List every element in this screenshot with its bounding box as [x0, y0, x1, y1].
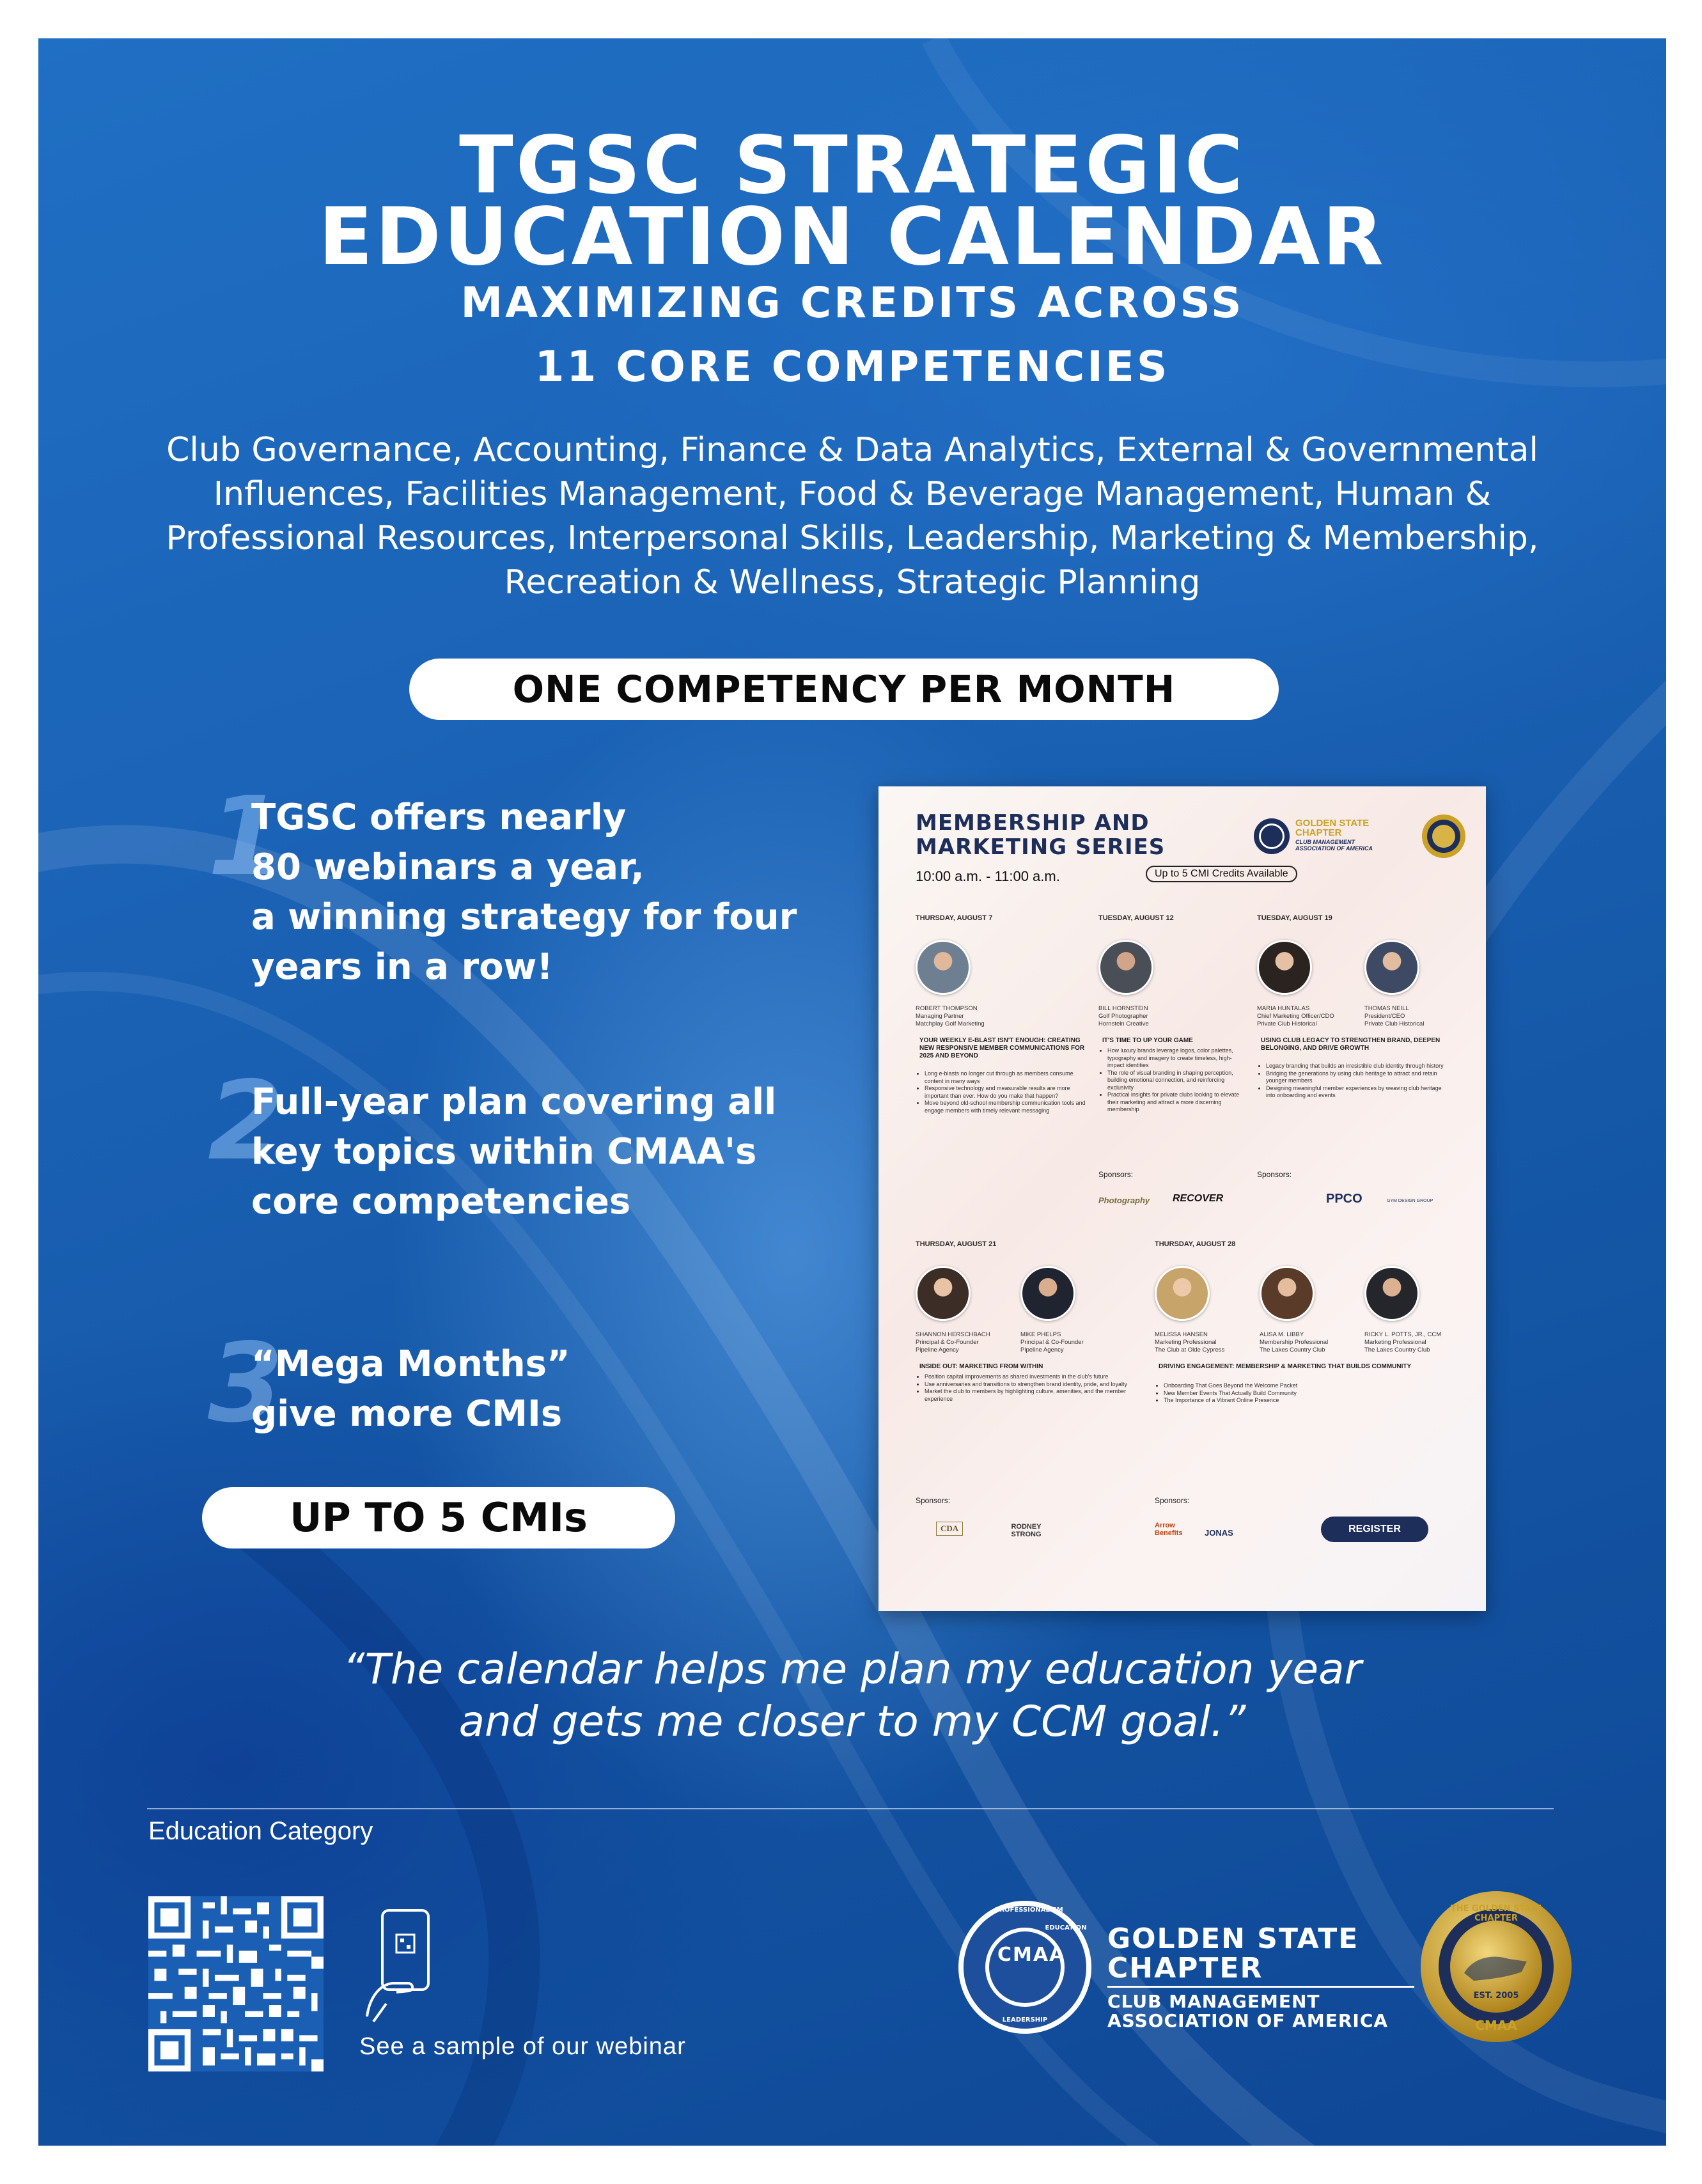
point-3-text [251, 1339, 570, 1439]
speaker-org: Matchplay Golf Marketing [916, 1020, 985, 1027]
speaker-name: SHANNON HERSCHBACH [916, 1331, 990, 1338]
sponsors-label: Sponsors: [1257, 1170, 1292, 1179]
session-bullets [1101, 1047, 1243, 1114]
poster-background [38, 38, 1666, 2146]
session-bullets [1260, 1063, 1451, 1100]
cmaa-seal-logo [956, 1899, 1093, 2036]
speaker-title: Principal & Co-Founder [916, 1339, 979, 1346]
phone-scan-icon [361, 1908, 444, 2023]
quote-line: and gets me closer to my CCM goal.” [458, 1697, 1246, 1746]
session-heading: YOUR WEEKLY E-BLAST ISN'T ENOUGH: CREATING NEW RESPONSIVE MEMBER COMMUNICATIONS FOR 2025 AND BEYOND [919, 1037, 1085, 1059]
session-date: THURSDAY, AUGUST 21 [916, 1240, 997, 1248]
speaker-org: The Club at Olde Cypress [1155, 1346, 1225, 1353]
seal-ring-word: LEADERSHIP [1002, 2016, 1048, 2024]
session-bullet: • The role of visual branding in shaping perception, building emotional connection, and reinforcing exclusivity [1107, 1070, 1243, 1092]
one-competency-badge: ONE COMPETENCY PER MONTH [409, 659, 1279, 720]
speaker-org: Pipeline Agency [1020, 1346, 1064, 1353]
sponsor-logo: RECOVER [1173, 1193, 1224, 1204]
session-bullets [918, 1070, 1092, 1114]
speaker-info [1260, 1331, 1328, 1354]
speaker-org: Private Club Historical [1257, 1020, 1317, 1027]
speaker-info [1364, 1005, 1424, 1028]
speaker-title: Golf Photographer [1098, 1013, 1148, 1020]
speaker-name: MARIA HUNTALAS [1257, 1005, 1310, 1012]
competencies-line: Club Governance, Accounting, Finance & Data Analytics, External & Governmental [166, 431, 1538, 469]
point-line: core competencies [251, 1181, 631, 1222]
point-line: “Mega Months” [251, 1343, 570, 1385]
session-date: THURSDAY, AUGUST 7 [916, 914, 993, 922]
competencies-line: Professional Resources, Interpersonal Skills, Leadership, Marketing & Membership, [166, 519, 1539, 558]
speaker-info [1098, 1005, 1149, 1028]
sponsors-label: Sponsors: [1098, 1170, 1134, 1179]
sponsor-logo: Arrow Benefits [1155, 1522, 1183, 1537]
point-line: a winning strategy for four [251, 896, 797, 938]
flyer-credits-pill: Up to 5 CMI Credits Available [1146, 866, 1297, 882]
session-bullet: • Onboarding That Goes Beyond the Welcome Packet [1164, 1382, 1432, 1390]
speaker-avatar [1155, 1266, 1210, 1321]
competencies-list [38, 428, 1666, 605]
session-bullet: • Practical insights for private clubs looking to elevate their marketing and attract a more discerning membership [1107, 1091, 1243, 1114]
session-bullet: • Position capital improvements as shared investments in the club's future [925, 1373, 1129, 1381]
point-line: years in a row! [251, 946, 553, 988]
speaker-org: Pipeline Agency [916, 1346, 959, 1353]
sponsor-logo: RODNEY STRONG [1011, 1523, 1042, 1538]
subtitle-line-1: MAXIMIZING CREDITS ACROSS [460, 278, 1244, 327]
speaker-info [1364, 1331, 1441, 1354]
flyer-org-line: GOLDEN STATE [1295, 818, 1370, 829]
flyer-title [916, 811, 1165, 859]
session-bullet: • Legacy branding that builds an irresistible club identity through history [1266, 1063, 1451, 1070]
flyer-cmaa-seal-icon [1253, 817, 1291, 855]
speaker-avatar [1257, 940, 1312, 995]
sponsor-logo: JONAS [1205, 1528, 1233, 1538]
footer-divider [147, 1808, 1554, 1809]
point-line: key topics within CMAA's [251, 1131, 757, 1173]
session-bullet: • The Importance of a Vibrant Online Presence [1164, 1397, 1432, 1405]
sample-flyer [878, 786, 1486, 1611]
quote-line: “The calendar helps me plan my education year [343, 1644, 1362, 1694]
speaker-title: Managing Partner [916, 1013, 964, 1020]
speaker-title: President/CEO [1364, 1013, 1405, 1020]
education-category-label: Education Category [148, 1817, 373, 1845]
flyer-time: 10:00 a.m. - 11:00 a.m. [916, 868, 1060, 884]
speaker-org: The Lakes Country Club [1364, 1346, 1430, 1353]
speaker-avatar [916, 940, 971, 995]
sponsors-label: Sponsors: [1155, 1496, 1190, 1505]
session-bullets [1157, 1382, 1432, 1405]
speaker-title: Chief Marketing Officer/CDO [1257, 1013, 1334, 1020]
gold-seal-est: EST. 2005 [1473, 1991, 1519, 2001]
title-line-2: EDUCATION CALENDAR [318, 191, 1386, 283]
speaker-info [916, 1331, 990, 1354]
speaker-title: Principal & Co-Founder [1020, 1339, 1084, 1346]
speaker-title: Marketing Professional [1364, 1339, 1426, 1346]
flyer-org-sub [1295, 839, 1373, 852]
speaker-info [916, 1005, 985, 1028]
speaker-avatar [916, 1266, 971, 1321]
session-bullet: • Bridging the generations by using club heritage to attract and retain younger members [1266, 1070, 1451, 1085]
sponsor-logo: PPCO [1326, 1192, 1362, 1206]
speaker-org: Hornstein Creative [1098, 1020, 1149, 1027]
speaker-name: MIKE PHELPS [1020, 1331, 1061, 1338]
speaker-avatar [1260, 1266, 1315, 1321]
flyer-title-line: MEMBERSHIP AND [916, 810, 1150, 836]
speaker-org: Private Club Historical [1364, 1020, 1425, 1027]
subtitle-line-2: 11 CORE COMPETENCIES [535, 342, 1170, 391]
speaker-name: THOMAS NEILL [1364, 1005, 1409, 1012]
footer-org-rule [1107, 1986, 1414, 1988]
speaker-name: RICKY L. POTTS, JR., CCM [1364, 1331, 1442, 1338]
competencies-line: Influences, Facilities Management, Food & Beverage Management, Human & [213, 475, 1492, 513]
seal-ring-word: EDUCATION [1045, 1924, 1087, 1931]
session-date: TUESDAY, AUGUST 19 [1257, 914, 1332, 922]
cmi-badge: UP TO 5 CMIs [202, 1487, 675, 1548]
speaker-name: ALISA M. LIBBY [1260, 1331, 1304, 1338]
session-bullet: • Responsive technology and measurable results are more important than ever. How do you make that happen? [925, 1085, 1092, 1100]
session-bullet: • New Member Events That Actually Build Community [1164, 1390, 1432, 1398]
register-button[interactable]: REGISTER [1321, 1517, 1428, 1542]
point-1-text [251, 793, 797, 992]
speaker-org: The Lakes Country Club [1260, 1346, 1325, 1353]
speaker-avatar [1020, 1266, 1075, 1321]
speaker-title: Marketing Professional [1155, 1339, 1217, 1346]
flyer-org-name [1295, 818, 1369, 838]
speaker-info [1020, 1331, 1084, 1354]
seal-ring-word: PROFESSIONALISM [995, 1907, 1063, 1914]
testimonial-quote [38, 1643, 1666, 1748]
session-heading: USING CLUB LEGACY TO STRENGTHEN BRAND, DEEPEN BELONGING, AND DRIVE GROWTH [1261, 1037, 1440, 1052]
point-number-2: 2 [208, 1058, 284, 1185]
webinar-sample-label: See a sample of our webinar [359, 2033, 686, 2060]
gold-seal-top-text: THE GOLDEN STATE CHAPTER [1450, 1904, 1542, 1923]
session-heading: IT'S TIME TO UP YOUR GAME [1102, 1037, 1193, 1044]
speaker-name: MELISSA HANSEN [1155, 1331, 1208, 1338]
point-line: TGSC offers nearly [251, 797, 627, 838]
point-line: give more CMIs [251, 1393, 563, 1435]
footer-org-line: CHAPTER [1107, 1952, 1263, 1985]
flyer-org-line: CLUB MANAGEMENT [1295, 839, 1355, 845]
speaker-avatar [1364, 940, 1419, 995]
footer-org-name [1107, 1924, 1359, 1983]
sponsor-logo: CDA [936, 1522, 963, 1536]
sponsor-logo: Photography [1098, 1196, 1150, 1205]
speaker-info [1155, 1331, 1224, 1354]
point-line: Full-year plan covering all [251, 1081, 777, 1123]
title-line-1: TGSC STRATEGIC [459, 120, 1245, 212]
session-heading: INSIDE OUT: MARKETING FROM WITHIN [919, 1363, 1043, 1370]
speaker-name: BILL HORNSTEIN [1098, 1005, 1148, 1012]
speaker-info [1257, 1005, 1334, 1028]
footer-org-line: GOLDEN STATE [1107, 1923, 1359, 1955]
point-number-1: 1 [208, 774, 284, 900]
footer-org-line: CLUB MANAGEMENT [1107, 1991, 1320, 2012]
flyer-org-line: ASSOCIATION OF AMERICA [1295, 845, 1373, 852]
speaker-title: Membership Professional [1260, 1339, 1329, 1346]
point-line: 80 webinars a year, [251, 846, 644, 888]
flyer-gold-seal-icon [1421, 813, 1467, 859]
footer-org-sub [1107, 1992, 1388, 2031]
session-date: TUESDAY, AUGUST 12 [1098, 914, 1174, 922]
competencies-line: Recreation & Wellness, Strategic Planning [504, 563, 1201, 602]
session-bullet: • Use anniversaries and transitions to strengthen brand identity, pride, and loyalty [925, 1381, 1129, 1389]
session-bullet: • Market the club to members by highlighting culture, amenities, and the member experience [925, 1388, 1129, 1403]
session-date: THURSDAY, AUGUST 28 [1155, 1240, 1236, 1248]
sponsors-label: Sponsors: [916, 1496, 951, 1505]
session-bullet: • How luxury brands leverage logos, color palettes, typography and imagery to create timeless, high-impact identities [1107, 1047, 1243, 1070]
session-bullet: • Move beyond old-school membership communication tools and engage members with timely relevant messaging [925, 1100, 1092, 1114]
sponsor-logo: GYM DESIGN GROUP [1387, 1199, 1433, 1203]
speaker-name: ROBERT THOMPSON [916, 1005, 978, 1012]
qr-code[interactable] [148, 1896, 324, 2071]
speaker-avatar [1098, 940, 1153, 995]
session-heading: DRIVING ENGAGEMENT: MEMBERSHIP & MARKETING THAT BUILDS COMMUNITY [1159, 1363, 1412, 1370]
flyer-title-line: MARKETING SERIES [916, 834, 1166, 860]
gold-seal-bottom-text: CMAA [1475, 2018, 1517, 2033]
speaker-avatar [1364, 1266, 1419, 1321]
footer-org-line: ASSOCIATION OF AMERICA [1107, 2010, 1389, 2031]
cmaa-seal-letters: CMAA [997, 1944, 1066, 1966]
flyer-org-line: CHAPTER [1295, 827, 1342, 838]
session-bullet: • Long e-blasts no longer cut through as members consume content in many ways [925, 1070, 1092, 1085]
point-2-text [251, 1077, 776, 1227]
session-bullets [918, 1373, 1129, 1403]
point-number-3: 3 [208, 1320, 284, 1447]
session-bullet: • Designing meaningful member experiences by weaving club heritage into onboarding and events [1266, 1085, 1451, 1100]
